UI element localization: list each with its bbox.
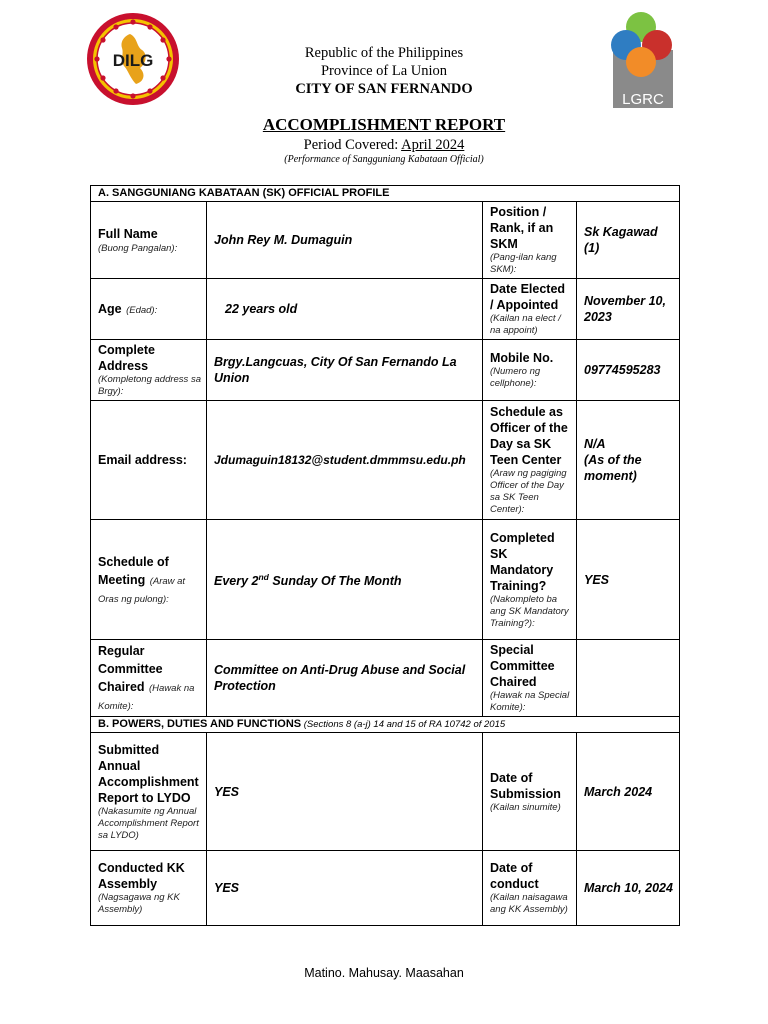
performance-note: (Performance of Sangguniang Kabataan Official) [284, 154, 484, 165]
field-label-cell [483, 640, 577, 717]
section-a-heading: A. SANGGUNIANG KABATAAN (SK) OFFICIAL PROFILE [91, 186, 680, 202]
submission-date-value: March 2024 [577, 733, 680, 851]
age-label: Age [98, 302, 122, 316]
table-row [91, 851, 680, 926]
table-row [91, 733, 680, 851]
field-label-cell [483, 340, 577, 401]
special-committee-label: Special Committee Chaired [490, 643, 555, 689]
kk-assembly-label: Conducted KK Assembly [98, 861, 185, 891]
table-row [91, 340, 680, 401]
full-name-translation: (Buong Pangalan): [98, 243, 178, 254]
training-value: YES [577, 520, 680, 640]
table-row [91, 640, 680, 717]
annual-report-value: YES [207, 733, 483, 851]
meeting-value-post: Sunday Of The Month [268, 574, 402, 589]
period-label: Period Covered: [303, 137, 402, 153]
committee-translation: (Hawak na Komite): [98, 683, 195, 712]
officer-of-day-cell [577, 401, 680, 520]
officer-of-day-label: Schedule as Officer of the Day sa SK Teen Center [490, 405, 568, 467]
meeting-value-pre: Every 2 [214, 574, 259, 589]
header-province: Province of La Union [320, 63, 448, 79]
field-label-cell [91, 851, 207, 926]
meeting-value-sup: nd [258, 572, 269, 583]
meeting-label: Schedule of Meeting [98, 554, 169, 587]
table-row [91, 401, 680, 520]
section-a-row [91, 186, 680, 202]
annual-report-label: Submitted Annual Accomplishment Report to LYDO [98, 742, 199, 805]
position-value: Sk Kagawad (1) [577, 202, 680, 279]
date-elected-label: Date Elected / Appointed [490, 282, 566, 312]
footer-motto: Matino. Mahusay. Maasahan [304, 966, 464, 980]
address-label: Complete Address [98, 343, 155, 373]
special-committee-value [577, 640, 680, 717]
report-title: ACCOMPLISHMENT REPORT [262, 115, 506, 134]
email-label: Email address: [98, 453, 187, 467]
kk-assembly-translation: (Nagsagawa ng KK Assembly) [98, 892, 180, 915]
address-value: Brgy.Langcuas, City Of San Fernando La Union [207, 340, 483, 401]
mobile-value: 09774595283 [577, 340, 680, 401]
table-row [91, 202, 680, 279]
special-committee-translation: (Hawak na Special Komite): [490, 690, 570, 713]
header-city: CITY OF SAN FERNANDO [295, 81, 473, 97]
field-label-cell [91, 279, 207, 340]
field-label-cell [91, 520, 207, 640]
dilg-logo-text: DILG [112, 51, 154, 70]
section-b-heading: B. POWERS, DUTIES AND FUNCTIONS [98, 718, 302, 730]
full-name-label: Full Name [98, 227, 158, 241]
table-row [91, 520, 680, 640]
meeting-translation: (Araw at Oras ng pulong): [98, 575, 186, 605]
field-label-cell [91, 733, 207, 851]
report-table [90, 185, 680, 926]
header-country: Republic of the Philippines [304, 45, 464, 61]
position-label: Position / Rank, if an SKM [490, 205, 554, 251]
mobile-label: Mobile No. [490, 351, 554, 365]
kk-assembly-value: YES [207, 851, 483, 926]
field-label-cell [483, 733, 577, 851]
date-elected-value: November 10, 2023 [577, 279, 680, 340]
position-translation: (Pang-ilan kang SKM): [490, 252, 557, 275]
annual-report-translation: (Nakasumite ng Annual Accomplishment Report sa LYDO) [98, 805, 199, 841]
field-label-cell [91, 202, 207, 279]
committee-label: Regular Committee Chaired [98, 644, 163, 694]
period-covered [0, 136, 768, 154]
submission-date-label: Date of Submission [490, 770, 561, 801]
field-label-cell [483, 401, 577, 520]
date-elected-translation: (Kailan na elect / na appoint) [490, 313, 561, 336]
lgrc-logo-text: LGRC [622, 91, 664, 108]
email-value: Jdumaguin18132@student.dmmmsu.edu.ph [207, 401, 483, 520]
full-name-value: John Rey M. Dumaguin [207, 202, 483, 279]
officer-of-day-note: (As of the moment) [584, 453, 642, 483]
address-translation: (Kompletong address sa Brgy): [98, 374, 201, 397]
field-label-cell [91, 640, 207, 717]
field-label-cell [91, 401, 207, 520]
field-label-cell [483, 851, 577, 926]
meeting-value [207, 520, 483, 640]
field-label-cell [91, 340, 207, 401]
training-label: Completed SK Mandatory Training? [490, 530, 555, 593]
section-b-row [91, 717, 680, 733]
section-b-heading-cell [91, 717, 680, 733]
mobile-translation: (Numero ng cellphone): [490, 366, 541, 389]
table-row [91, 279, 680, 340]
field-label-cell [483, 202, 577, 279]
conduct-date-translation: (Kailan naisagawa ang KK Assembly) [490, 892, 568, 915]
field-label-cell [483, 520, 577, 640]
training-translation: (Nakompleto ba ang SK Mandatory Training?): [490, 593, 569, 629]
officer-of-day-translation: (Araw ng pagiging Officer of the Day sa SK Teen Center): [490, 468, 567, 515]
age-translation: (Edad): [126, 305, 158, 316]
age-value: 22 years old [207, 279, 483, 340]
field-label-cell [483, 279, 577, 340]
officer-of-day-value: N/A [584, 437, 606, 451]
conduct-date-value: March 10, 2024 [577, 851, 680, 926]
submission-date-translation: (Kailan sinumite) [490, 801, 561, 813]
period-value: April 2024 [401, 137, 465, 153]
section-b-subheading: (Sections 8 (a-j) 14 and 15 of RA 10742 of 2015 [301, 719, 506, 730]
committee-value: Committee on Anti-Drug Abuse and Social Protection [207, 640, 483, 717]
conduct-date-label: Date of conduct [490, 861, 539, 891]
